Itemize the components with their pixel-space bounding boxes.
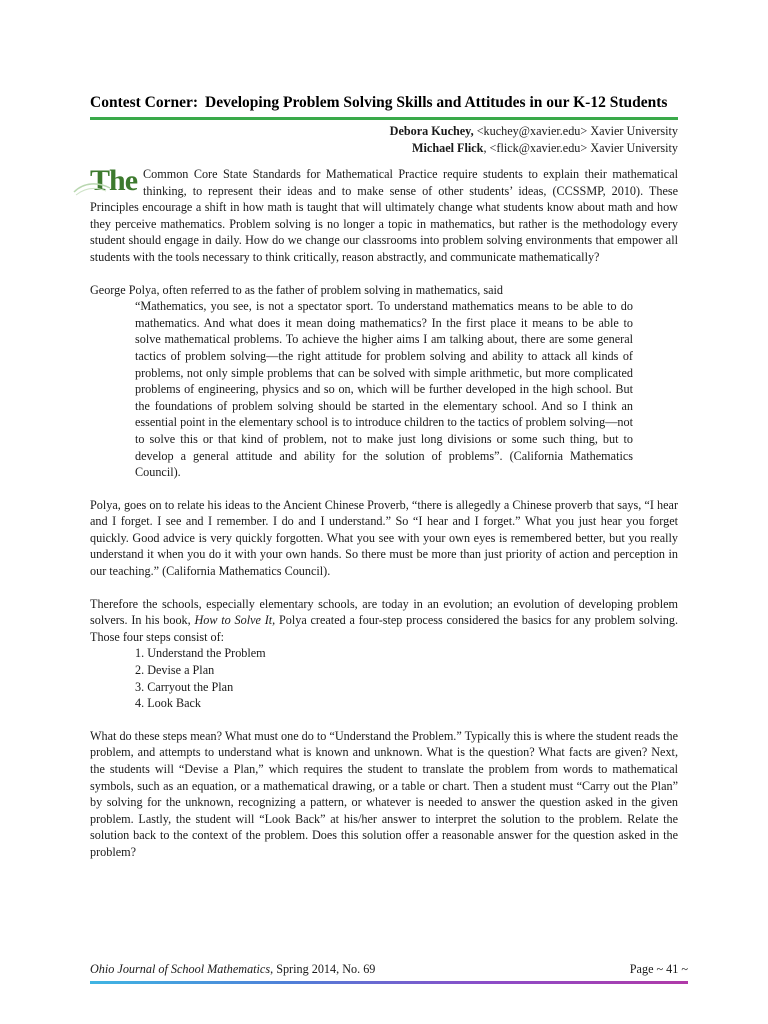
title-divider	[90, 117, 678, 120]
polya-quote: “Mathematics, you see, is not a spectator sport. To understand mathematics means to be able to do mathematics. And what does it mean doing mathematics? In the first place it means to be able to solve mathematical problems. To achieve the higher aims I am talking about, there are some general tactics of problem solving—the right attitude for problem solving and ability to attack all kinds of problems, not only simple problems that can be solved with simple arithmetic, but more complicated problems of engineering, physics and so on, which will be further developed in the high school. But the foundations of problem solving should be started in the elementary school. And so I think an essential point in the elementary school is to introduce children to the tactics of problem solving—not to solve this or that kind of problem, not to make just long divisions or some such thing, but to develop a general attitude and ability for the solution of problems”. (California Mathematics Council).	[135, 299, 633, 480]
list-item: 4. Look Back	[135, 696, 202, 711]
intro-text: Common Core State Standards for Mathematical Practice require students to explain their mathematical thinking, to represent their ideas and to make sense of other students’ ideas, (CCSSMP, 2010). These Principles encourage a shift in how math is taught that will ultimately change what students know about math and how they perceive mathematics. Problem solving is no longer a topic in mathematics, but rather is the methodology every student should engage in daily. How do we change our classrooms into problem solving environments that empower all students with the tools necessary to think critically, reason abstractly, and communicate mathematically?	[90, 167, 678, 264]
proverb-paragraph: Polya, goes on to relate his ideas to the Ancient Chinese Proverb, “there is allegedly a Chinese proverb that says, “I hear and I forget. I see and I remember. I do and I understand.” So “I hear and I forget.” What you just hear you forget quickly. Good advice is very quickly forgotten. What you see with your own eyes is remembered better, but you really understand it when you do it with your own hands. So there must be more than just priority of action and perception in our teaching.” (California Mathematics Council).	[90, 497, 678, 579]
list-item: 1. Understand the Problem	[135, 646, 266, 661]
journal-name: Ohio Journal of School Mathematics	[90, 962, 271, 976]
list-item: 3. Carryout the Plan	[135, 679, 234, 694]
page-footer	[90, 962, 688, 977]
steps-explanation: What do these steps mean? What must one do to “Understand the Problem.” Typically this is where the student reads the problem, and attempts to understand what is known and unknown. What is the question? What facts are given? Next, the students will “Devise a Plan,” which requires the student to translate the problem from words to mathematical symbols, such as an equation, or a mathematical drawing, or a table or chart. Then a student must “Carry out the Plan” by solving for the unknown, recognizing a pattern, or whatever is needed to answer the question asked in the given problem. Lastly, the student will “Look Back” at his/her answer to interpret the solution to the problem. Relate the solution back to the context of the problem. Does this solution offer a reasonable answer for the question asked in the problem?	[90, 728, 678, 859]
article-header	[90, 92, 678, 113]
drop-cap: The	[90, 164, 138, 197]
steps-list	[90, 645, 678, 711]
article-title: Developing Problem Solving Skills and Attitudes in our K-12 Students	[205, 94, 668, 111]
evolution-text: Therefore the schools, especially elementary schools, are today in an evolution; an evolution of developing problem solvers. In his book,	[90, 596, 678, 628]
section-label: Contest Corner:	[90, 94, 199, 111]
list-item: 2. Devise a Plan	[135, 663, 215, 678]
article-page	[90, 92, 678, 861]
author-email: , <flick@xavier.edu>	[483, 140, 588, 155]
author-block	[90, 123, 678, 156]
journal-citation	[90, 962, 375, 977]
author-line	[90, 140, 678, 157]
intro-paragraph	[90, 166, 678, 266]
author-affiliation: Xavier University	[590, 140, 678, 155]
polya-intro: George Polya, often referred to as the father of problem solving in mathematics, said	[90, 282, 504, 297]
author-name: Michael Flick	[412, 140, 484, 155]
evolution-text-end: Polya created a four-step process considered the basics for any problem solving. Those four steps consist of:	[90, 613, 678, 644]
leaf-swoosh-icon	[72, 178, 112, 198]
author-affiliation: Xavier University	[590, 124, 678, 138]
author-name: Debora Kuchey,	[389, 124, 474, 138]
evolution-paragraph	[90, 596, 678, 646]
author-email: <kuchey@xavier.edu>	[476, 124, 588, 138]
journal-issue: , Spring 2014, No. 69	[270, 962, 376, 976]
page-number: Page ~ 41 ~	[629, 962, 688, 976]
author-line	[90, 123, 678, 140]
book-title: How to Solve It,	[194, 613, 276, 628]
footer-divider	[90, 981, 688, 984]
